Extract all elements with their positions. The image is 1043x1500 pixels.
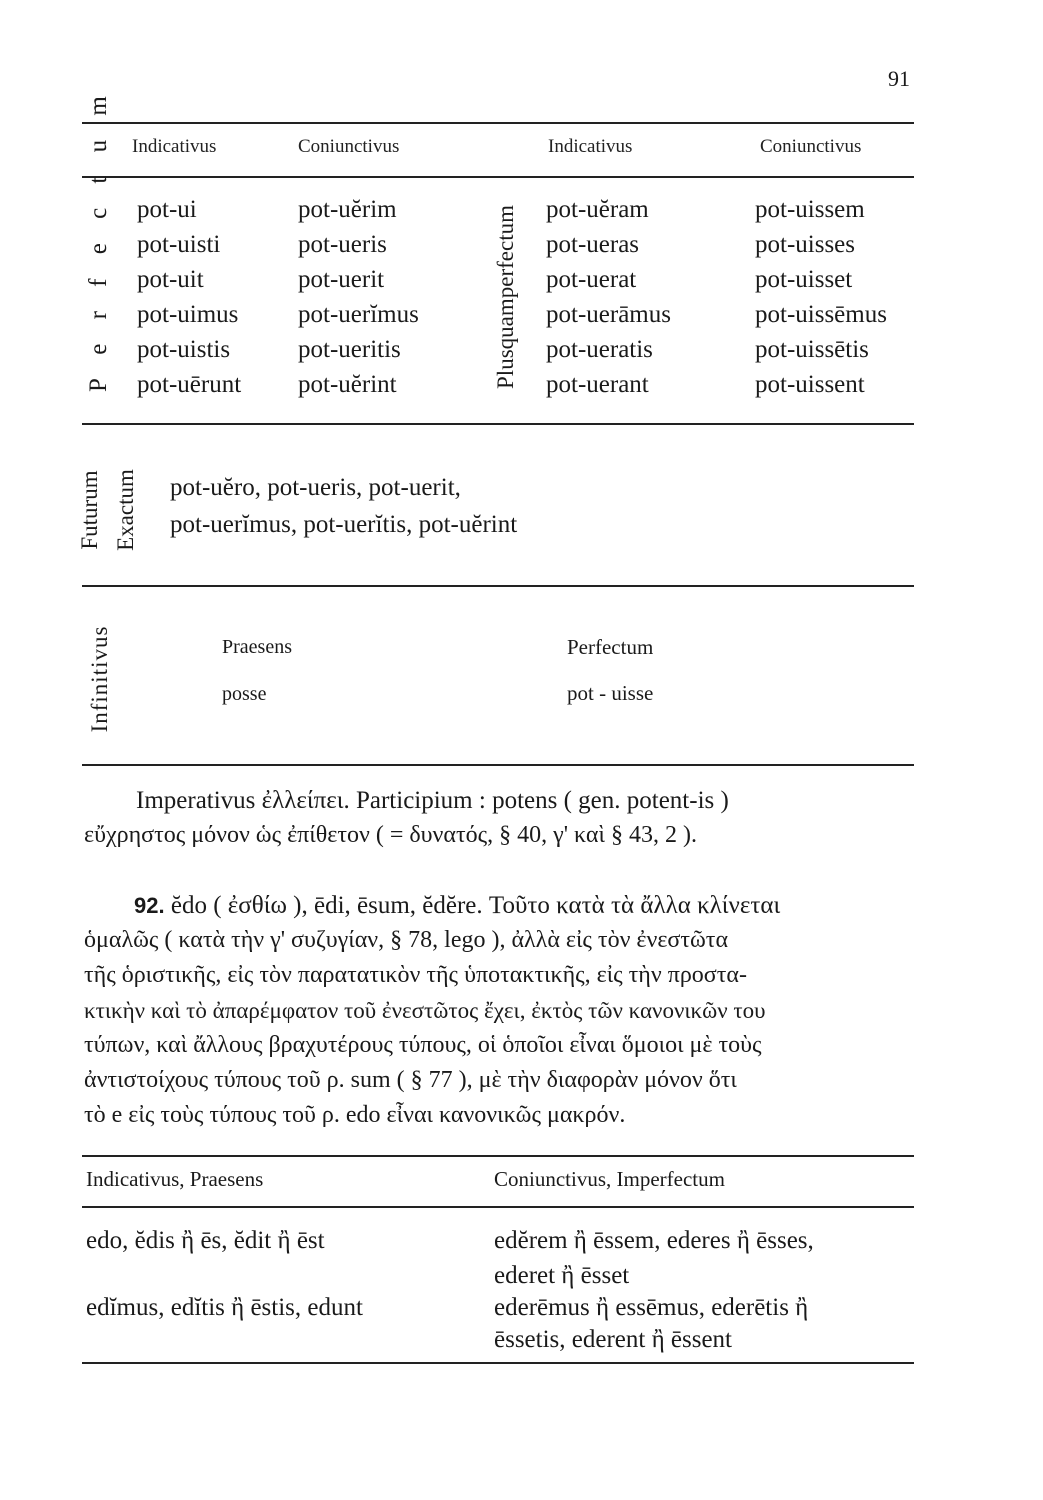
infinitivus-praesens-label: Praesens <box>222 636 292 658</box>
rule-after-infinitivus <box>82 764 914 766</box>
section-92-line-4: κτικὴν καὶ τὸ ἀπαρέμφατον τοῦ ἐνεστῶτος ἔχει, ἐκτὸς τῶν κανονικῶν του <box>84 998 766 1023</box>
table2-left-row-2: edĭmus, edĭtis ἢ ēstis, edunt <box>86 1294 363 1321</box>
plusquamperfectum-side-label: Plusquamperfectum <box>493 205 518 389</box>
rule-top <box>82 122 914 124</box>
table2-right-row-4: ēssetis, ederent ἢ ēssent <box>494 1326 733 1353</box>
perfectum-indicativus-list <box>137 192 241 402</box>
imperativus-line-2: εὔχρηστος μόνον ὡς ἐπίθετον ( = δυνατός, § 40, γ' καὶ § 43, 2 ). <box>84 822 697 848</box>
list-item: pot-uerĭmus <box>298 301 419 328</box>
section-92-line-7: τὸ e εἰς τοὺς τύπους τοῦ ρ. edo εἶναι κανονικῶς μακρόν. <box>84 1102 626 1128</box>
list-item: pot-uimus <box>137 301 239 328</box>
rule-under-header <box>82 176 914 178</box>
infinitivus-side-label: Infinitivus <box>87 625 112 733</box>
list-item: pot-uisset <box>755 266 853 293</box>
rule-table2-top <box>82 1155 914 1157</box>
table2-right-row-3: ederēmus ἢ essēmus, ederētis ἢ <box>494 1294 809 1321</box>
futurum-side-label: Futurum <box>77 470 102 550</box>
header-coniunctivus-1: Coniunctivus <box>298 136 400 157</box>
section-92-line-6: ἀντιστοίχους τύπους τοῦ ρ. sum ( § 77 ), μὲ τὴν διαφορὰν μόνον ὅτι <box>84 1067 737 1093</box>
page-number: 91 <box>888 66 910 91</box>
table2-header-left: Indicativus, Praesens <box>86 1167 264 1191</box>
list-item: pot-uissem <box>755 196 865 223</box>
section-92-line-5: τύπων, καὶ ἄλλους βραχυτέρους τύπους, οἱ ὁποῖοι εἶναι ὅμοιοι μὲ τοὺς <box>84 1032 762 1058</box>
list-item: pot-uĕram <box>546 196 649 223</box>
list-item: pot-uerant <box>546 371 649 398</box>
section-92-line-2: ὁμαλῶς ( κατὰ τὴν γ' συζυγίαν, § 78, lego ), ἀλλὰ εἰς τὸν ἐνεστῶτα <box>84 927 729 953</box>
plusquamperfectum-indicativus-list <box>546 192 671 402</box>
list-item: pot-uissent <box>755 371 865 398</box>
section-number: 92. <box>134 893 165 918</box>
table2-right-row-2: ederet ἢ ēsset <box>494 1262 630 1289</box>
list-item: pot-uerāmus <box>546 301 671 328</box>
list-item: pot-ueritis <box>298 336 401 363</box>
infinitivus-praesens-value: posse <box>222 683 267 705</box>
list-item: pot-uĕrint <box>298 371 397 398</box>
header-indicativus-1: Indicativus <box>132 136 217 157</box>
list-item: pot-uerit <box>298 266 385 293</box>
table2-right-row-1: edĕrem ἢ ēssem, ederes ἢ ēsses, <box>494 1227 814 1254</box>
table2-header-right: Coniunctivus, Imperfectum <box>494 1167 725 1191</box>
infinitivus-perfectum-value: pot - uisse <box>567 681 654 705</box>
rule-after-perfectum <box>82 423 914 425</box>
list-item: pot-uissētis <box>755 336 869 363</box>
list-item: pot-ueratis <box>546 336 653 363</box>
futurum-exactum-line-2: pot-uerĭmus, pot-uerĭtis, pot-uĕrint <box>170 511 518 538</box>
section-92-line-3: τῆς ὁριστικῆς, εἰς τὸν παρατατικὸν τῆς ὑποτακτικῆς, εἰς τὴν προστα- <box>84 962 747 988</box>
list-item: pot-uĕrim <box>298 196 397 223</box>
section-92-line-1 <box>134 888 780 923</box>
list-item: pot-uistis <box>137 336 231 363</box>
exactum-side-label: Exactum <box>113 469 138 551</box>
perfectum-coniunctivus-list <box>298 192 419 402</box>
list-item: pot-ueras <box>546 231 640 258</box>
rule-after-futurum <box>82 585 914 587</box>
list-item: pot-uissēmus <box>755 301 887 328</box>
list-item: pot-ui <box>137 196 197 223</box>
list-item: pot-ueris <box>298 231 387 258</box>
list-item: pot-uerat <box>546 266 637 293</box>
list-item: pot-uērunt <box>137 371 242 398</box>
perfectum-side-label: P e r f e c t u m <box>85 87 112 392</box>
header-indicativus-2: Indicativus <box>548 136 633 157</box>
list-item: pot-uisses <box>755 231 855 258</box>
rule-table2-header <box>82 1206 914 1208</box>
header-coniunctivus-2: Coniunctivus <box>760 136 862 157</box>
imperativus-line-1: Imperativus ἐλλείπει. Participium : potens ( gen. potent-is ) <box>136 787 729 814</box>
table2-left-row-1: edo, ĕdis ἢ ēs, ĕdit ἢ ēst <box>86 1227 325 1254</box>
futurum-exactum-line-1: pot-uĕro, pot-ueris, pot-uerit, <box>170 474 461 501</box>
rule-table2-bottom <box>82 1362 914 1364</box>
section-92-first-line: ĕdo ( ἐσθίω ), ēdi, ēsum, ĕdĕre. Τοῦτο κατὰ τὰ ἄλλα κλίνεται <box>170 892 781 919</box>
plusquamperfectum-coniunctivus-list <box>755 192 887 402</box>
infinitivus-perfectum-label: Perfectum <box>567 635 654 659</box>
list-item: pot-uit <box>137 266 204 293</box>
list-item: pot-uisti <box>137 231 221 258</box>
